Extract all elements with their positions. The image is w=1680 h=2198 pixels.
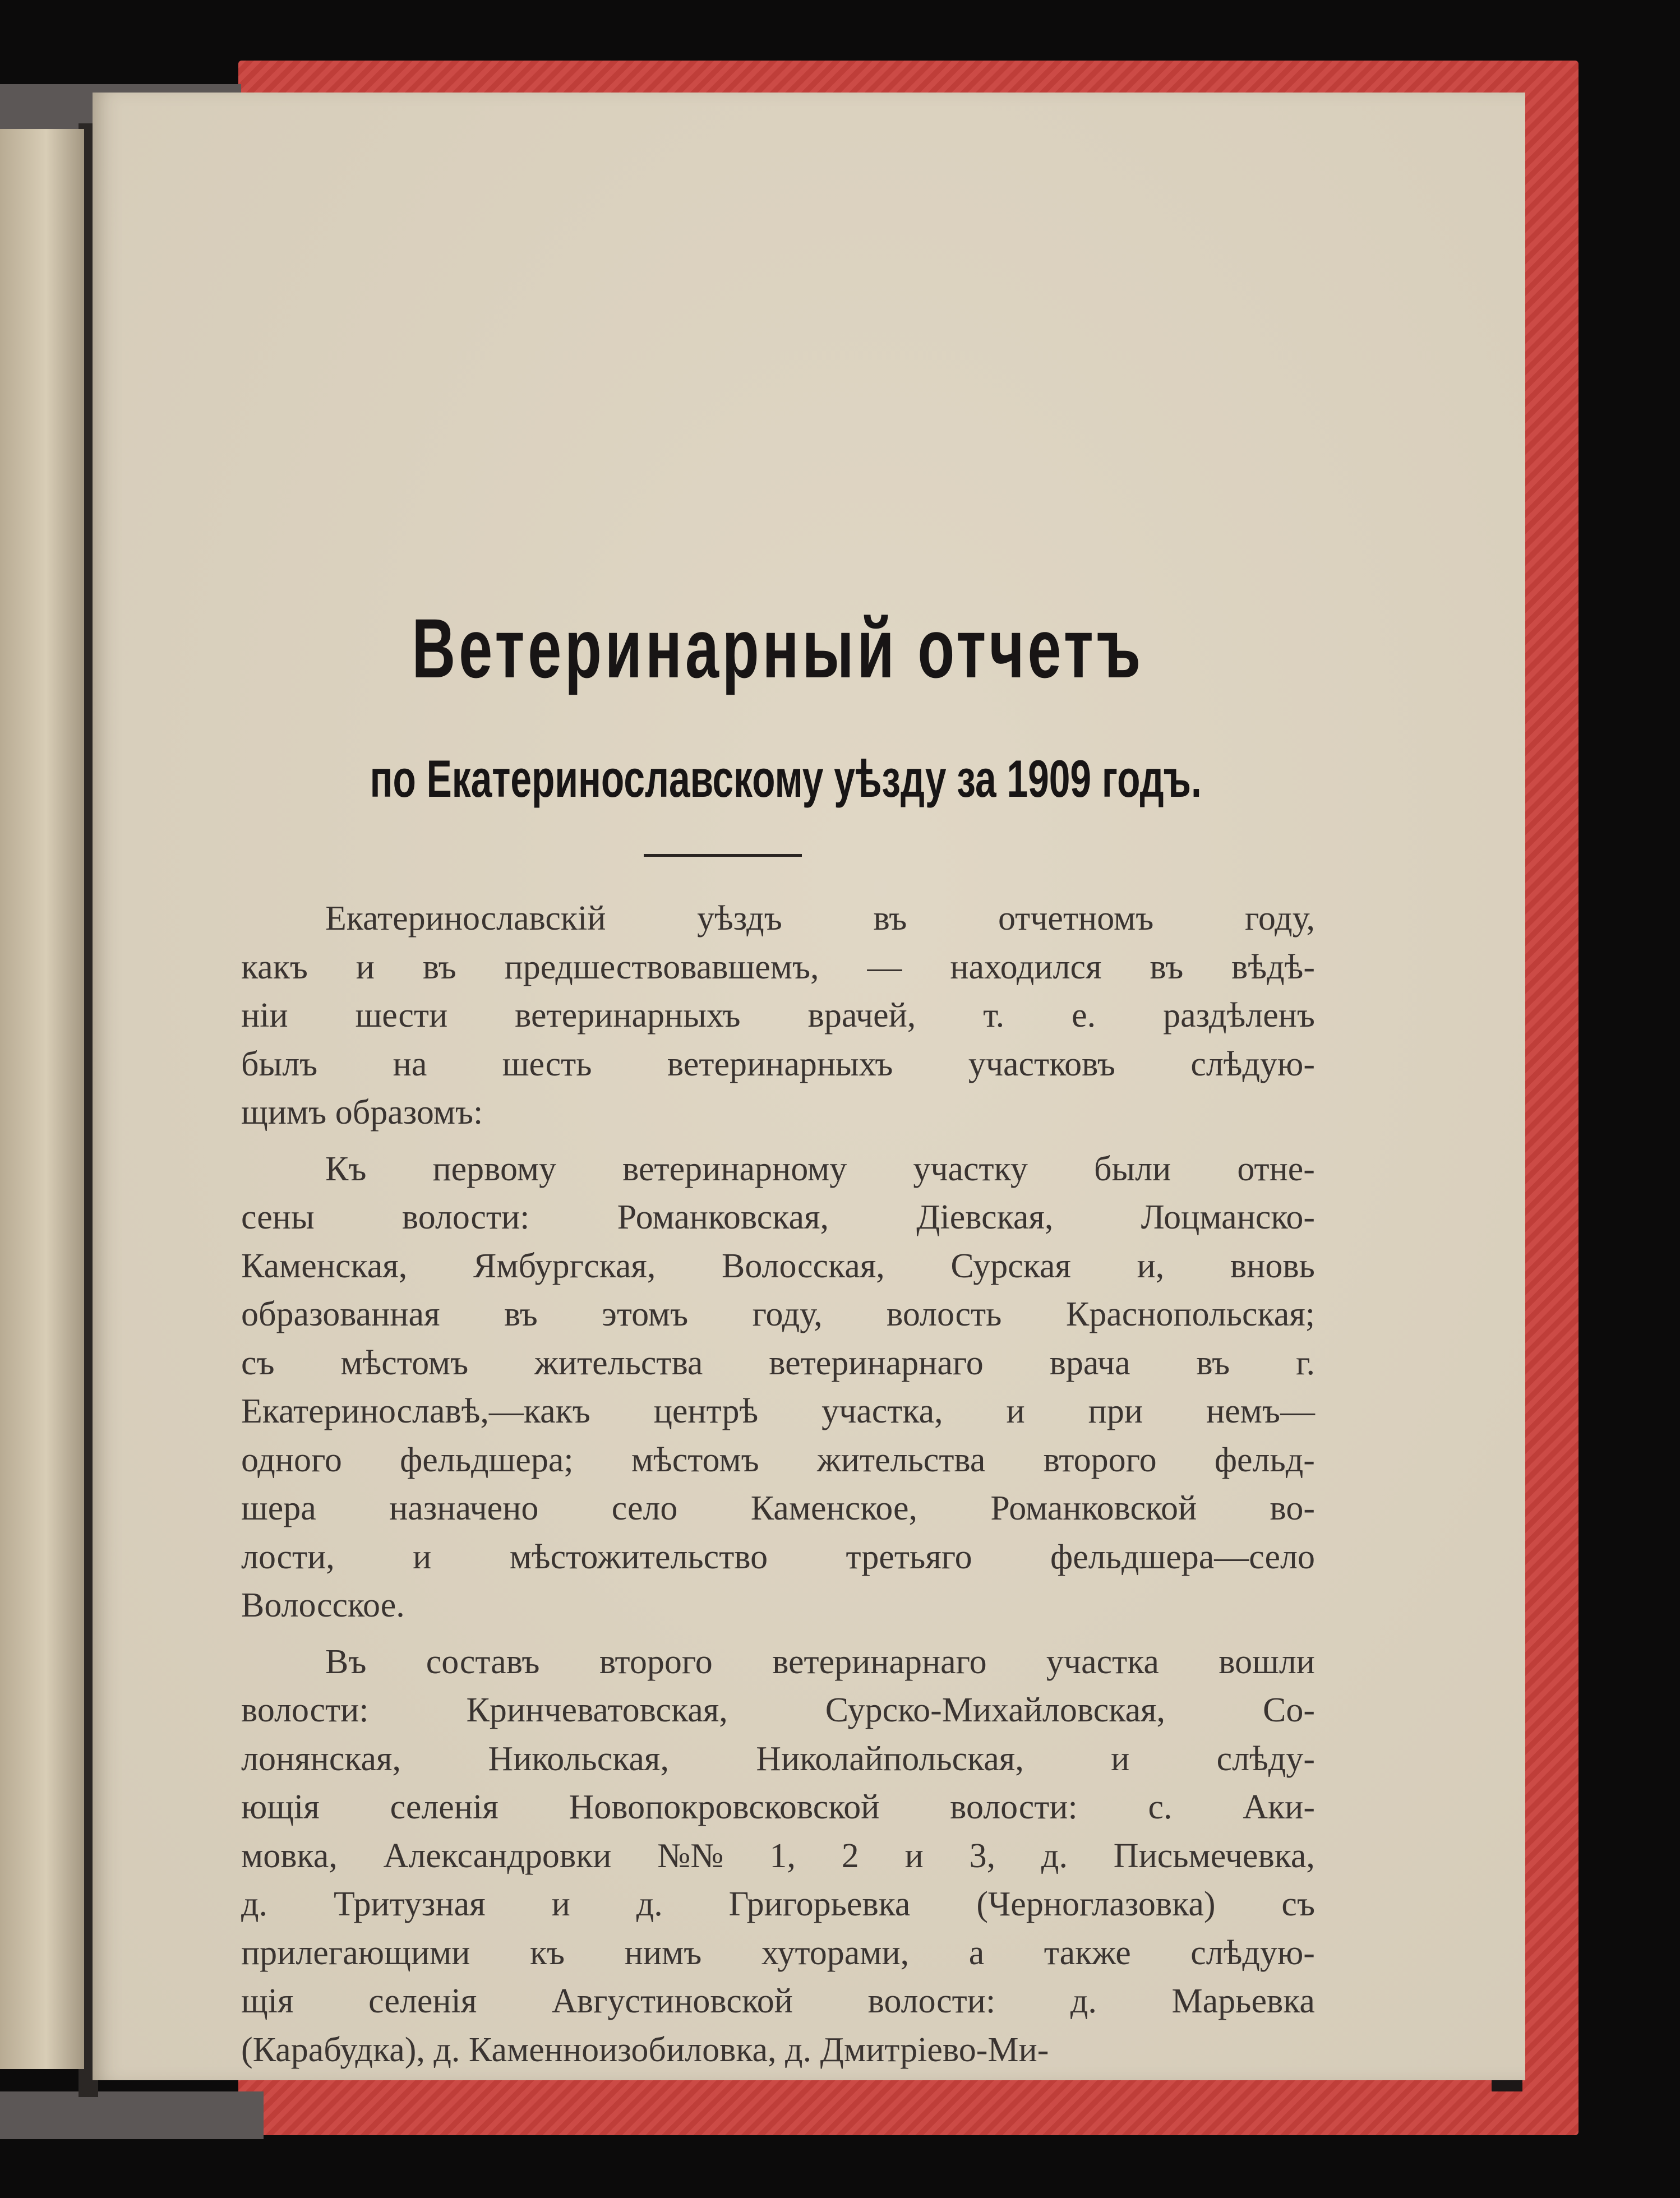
text-line: [241, 1242, 1315, 1291]
book-page: [93, 93, 1525, 2080]
word: Екатеринославѣ,—какъ: [241, 1392, 590, 1430]
word: былъ: [241, 1045, 318, 1083]
word: Діевская,: [916, 1198, 1054, 1236]
word: на: [393, 1045, 427, 1083]
text-line: (Карабудка), д. Каменноизобиловка, д. Дмитріево-Ми-: [241, 2030, 1049, 2069]
word: хуторами,: [761, 1933, 910, 1972]
word: д.: [241, 1885, 268, 1923]
word: въ: [1150, 948, 1184, 986]
word: д.: [1041, 1836, 1068, 1875]
word: второго: [1043, 1440, 1157, 1479]
word: Романковской: [990, 1489, 1197, 1527]
word: участка: [1046, 1642, 1159, 1681]
word: а: [968, 1933, 985, 1972]
word: третьяго: [846, 1537, 972, 1576]
word: фельд-: [1214, 1440, 1315, 1479]
word: мѣстомъ: [340, 1343, 469, 1382]
text-line: Волосское.: [241, 1586, 405, 1624]
word: уѣздъ: [697, 899, 782, 938]
word: въ: [1196, 1343, 1230, 1382]
text-line: [241, 1145, 1315, 1194]
word: мовка,: [241, 1836, 338, 1875]
word: году,: [1245, 899, 1315, 938]
word: Тритузная: [333, 1885, 486, 1923]
word: №№: [657, 1836, 724, 1875]
word: ветеринарныхъ: [667, 1045, 893, 1083]
paragraph-gap: [241, 1137, 1315, 1145]
page-subtitle: по Екатеринославскому уѣзду за 1909 годъ.: [370, 749, 1202, 808]
binding-spine-bottom: [0, 2091, 264, 2139]
text-line: [241, 1533, 1315, 1582]
word: нимъ: [624, 1933, 702, 1972]
word: Марьевка: [1171, 1982, 1315, 2020]
word: и: [356, 948, 375, 986]
word: лонянская,: [241, 1739, 401, 1778]
word: шести: [355, 996, 448, 1035]
word: лости,: [241, 1537, 335, 1576]
word: Краснопольская;: [1065, 1295, 1315, 1333]
word: мѣстомъ: [631, 1440, 759, 1479]
word: составъ: [426, 1642, 540, 1681]
word: и: [413, 1537, 432, 1576]
word: Письмечевка,: [1113, 1836, 1315, 1875]
word: немъ—: [1206, 1392, 1315, 1430]
word: жительства: [534, 1343, 703, 1382]
word: е.: [1072, 996, 1096, 1035]
word: волости:: [950, 1788, 1078, 1826]
word: въ: [873, 899, 907, 938]
word: Сурско-Михайловская,: [825, 1691, 1165, 1729]
word: ветеринарныхъ: [515, 996, 741, 1035]
word: д.: [1070, 1982, 1097, 2020]
word: Лоцманско-: [1141, 1198, 1315, 1236]
word: село: [611, 1489, 678, 1527]
word: и: [1006, 1392, 1025, 1430]
word: т.: [983, 996, 1005, 1035]
text-line: [241, 1977, 1315, 2026]
word: селенія: [390, 1788, 499, 1826]
text-line: [241, 1783, 1315, 1832]
word: ветеринарнаго: [772, 1642, 987, 1681]
word: во-: [1270, 1489, 1315, 1527]
word: шесть: [502, 1045, 592, 1083]
word: шера: [241, 1489, 316, 1527]
word: къ: [529, 1933, 565, 1972]
word: (Черноглазовка): [976, 1885, 1216, 1923]
page-title: Ветеринарный отчетъ: [412, 601, 1144, 695]
word: 1,: [769, 1836, 796, 1875]
word: отне-: [1237, 1149, 1315, 1188]
word: Николайпольская,: [756, 1739, 1024, 1778]
text-line: [241, 1638, 1315, 1687]
word: одного: [241, 1440, 342, 1479]
text-line: [241, 1387, 1315, 1436]
word: слѣдую-: [1190, 1045, 1315, 1083]
word: Августиновской: [551, 1982, 793, 2020]
word: участку: [913, 1149, 1028, 1188]
word: и,: [1137, 1246, 1165, 1285]
word: Григорьевка: [728, 1885, 911, 1923]
word: Сурская: [950, 1246, 1071, 1285]
word: въ: [422, 948, 456, 986]
word: Кринчеватовская,: [466, 1691, 728, 1729]
word: 2: [841, 1836, 859, 1875]
word: прилегающими: [241, 1933, 470, 1972]
word: съ: [241, 1343, 275, 1382]
paragraph: [241, 1145, 1315, 1630]
word: Волосская,: [721, 1246, 885, 1285]
word: отчетномъ: [998, 899, 1154, 938]
word: волость: [887, 1295, 1002, 1333]
word: Романковская,: [617, 1198, 829, 1236]
word: центрѣ: [653, 1392, 759, 1430]
word: щія: [241, 1982, 294, 2020]
text-line: [241, 1686, 1315, 1735]
word: въ: [504, 1295, 538, 1333]
word: Каменское,: [750, 1489, 918, 1527]
word: Аки-: [1243, 1788, 1315, 1826]
word: образованная: [241, 1295, 440, 1333]
word: и: [551, 1885, 570, 1923]
word: мѣстожительство: [509, 1537, 768, 1576]
word: ющія: [241, 1788, 320, 1826]
word: были: [1093, 1149, 1171, 1188]
word: жительства: [816, 1440, 986, 1479]
word: предшествовавшемъ,: [504, 948, 819, 986]
text-line: [241, 1040, 1315, 1089]
word: фельдшера—село: [1050, 1537, 1315, 1576]
title-divider: [644, 854, 802, 857]
word: съ: [1281, 1885, 1315, 1923]
text-line: [241, 991, 1315, 1040]
word: сены: [241, 1198, 315, 1236]
text-line: [241, 1484, 1315, 1533]
text-line: [241, 1832, 1315, 1881]
word: второго: [599, 1642, 713, 1681]
word: волости:: [401, 1198, 530, 1236]
word: году,: [752, 1295, 823, 1333]
word: вошли: [1219, 1642, 1315, 1681]
word: д.: [636, 1885, 663, 1923]
word: какъ: [241, 948, 308, 986]
word: слѣдую-: [1190, 1933, 1315, 1972]
word: г.: [1296, 1343, 1315, 1382]
word: Екатеринославскій: [325, 899, 606, 938]
word: 3,: [969, 1836, 996, 1875]
text-line: [241, 1436, 1315, 1485]
word: с.: [1148, 1788, 1173, 1826]
word: и: [904, 1836, 924, 1875]
left-page-edge: [0, 129, 84, 2069]
word: назначено: [389, 1489, 539, 1527]
word: участка,: [821, 1392, 943, 1430]
word: вѣдѣ-: [1231, 948, 1315, 986]
word: Со-: [1263, 1691, 1315, 1729]
paragraph: [241, 894, 1315, 1137]
text-line: [241, 1193, 1315, 1242]
word: этомъ: [602, 1295, 689, 1333]
word: также: [1044, 1933, 1131, 1972]
word: волости:: [241, 1691, 369, 1729]
word: врачей,: [807, 996, 916, 1035]
body-text: [241, 894, 1315, 2074]
word: Къ: [325, 1149, 367, 1188]
word: слѣду-: [1216, 1739, 1315, 1778]
word: фельдшера;: [400, 1440, 574, 1479]
word: Въ: [325, 1642, 367, 1681]
text-line: [241, 1929, 1315, 1978]
text-line: [241, 1735, 1315, 1784]
text-line: [241, 894, 1315, 943]
text-line: [241, 943, 1315, 992]
word: при: [1088, 1392, 1143, 1430]
text-line: [241, 1880, 1315, 1929]
word: —: [867, 948, 902, 986]
word: Новопокровсковской: [569, 1788, 880, 1826]
word: ніи: [241, 996, 288, 1035]
word: раздѣленъ: [1163, 996, 1315, 1035]
paragraph-gap: [241, 1630, 1315, 1638]
word: вновь: [1230, 1246, 1315, 1285]
word: врача: [1049, 1343, 1130, 1382]
word: Никольская,: [488, 1739, 669, 1778]
word: первому: [432, 1149, 557, 1188]
word: волости:: [867, 1982, 996, 2020]
text-line: щимъ образомъ:: [241, 1093, 483, 1132]
word: селенія: [368, 1982, 477, 2020]
word: участковъ: [968, 1045, 1115, 1083]
word: Ямбургская,: [473, 1246, 656, 1285]
word: Каменская,: [241, 1246, 408, 1285]
word: находился: [950, 948, 1102, 986]
text-line: [241, 1290, 1315, 1339]
word: ветеринарному: [622, 1149, 847, 1188]
paragraph: [241, 1638, 1315, 2075]
word: и: [1111, 1739, 1130, 1778]
text-line: [241, 1339, 1315, 1388]
word: ветеринарнаго: [769, 1343, 984, 1382]
word: Александровки: [383, 1836, 612, 1875]
